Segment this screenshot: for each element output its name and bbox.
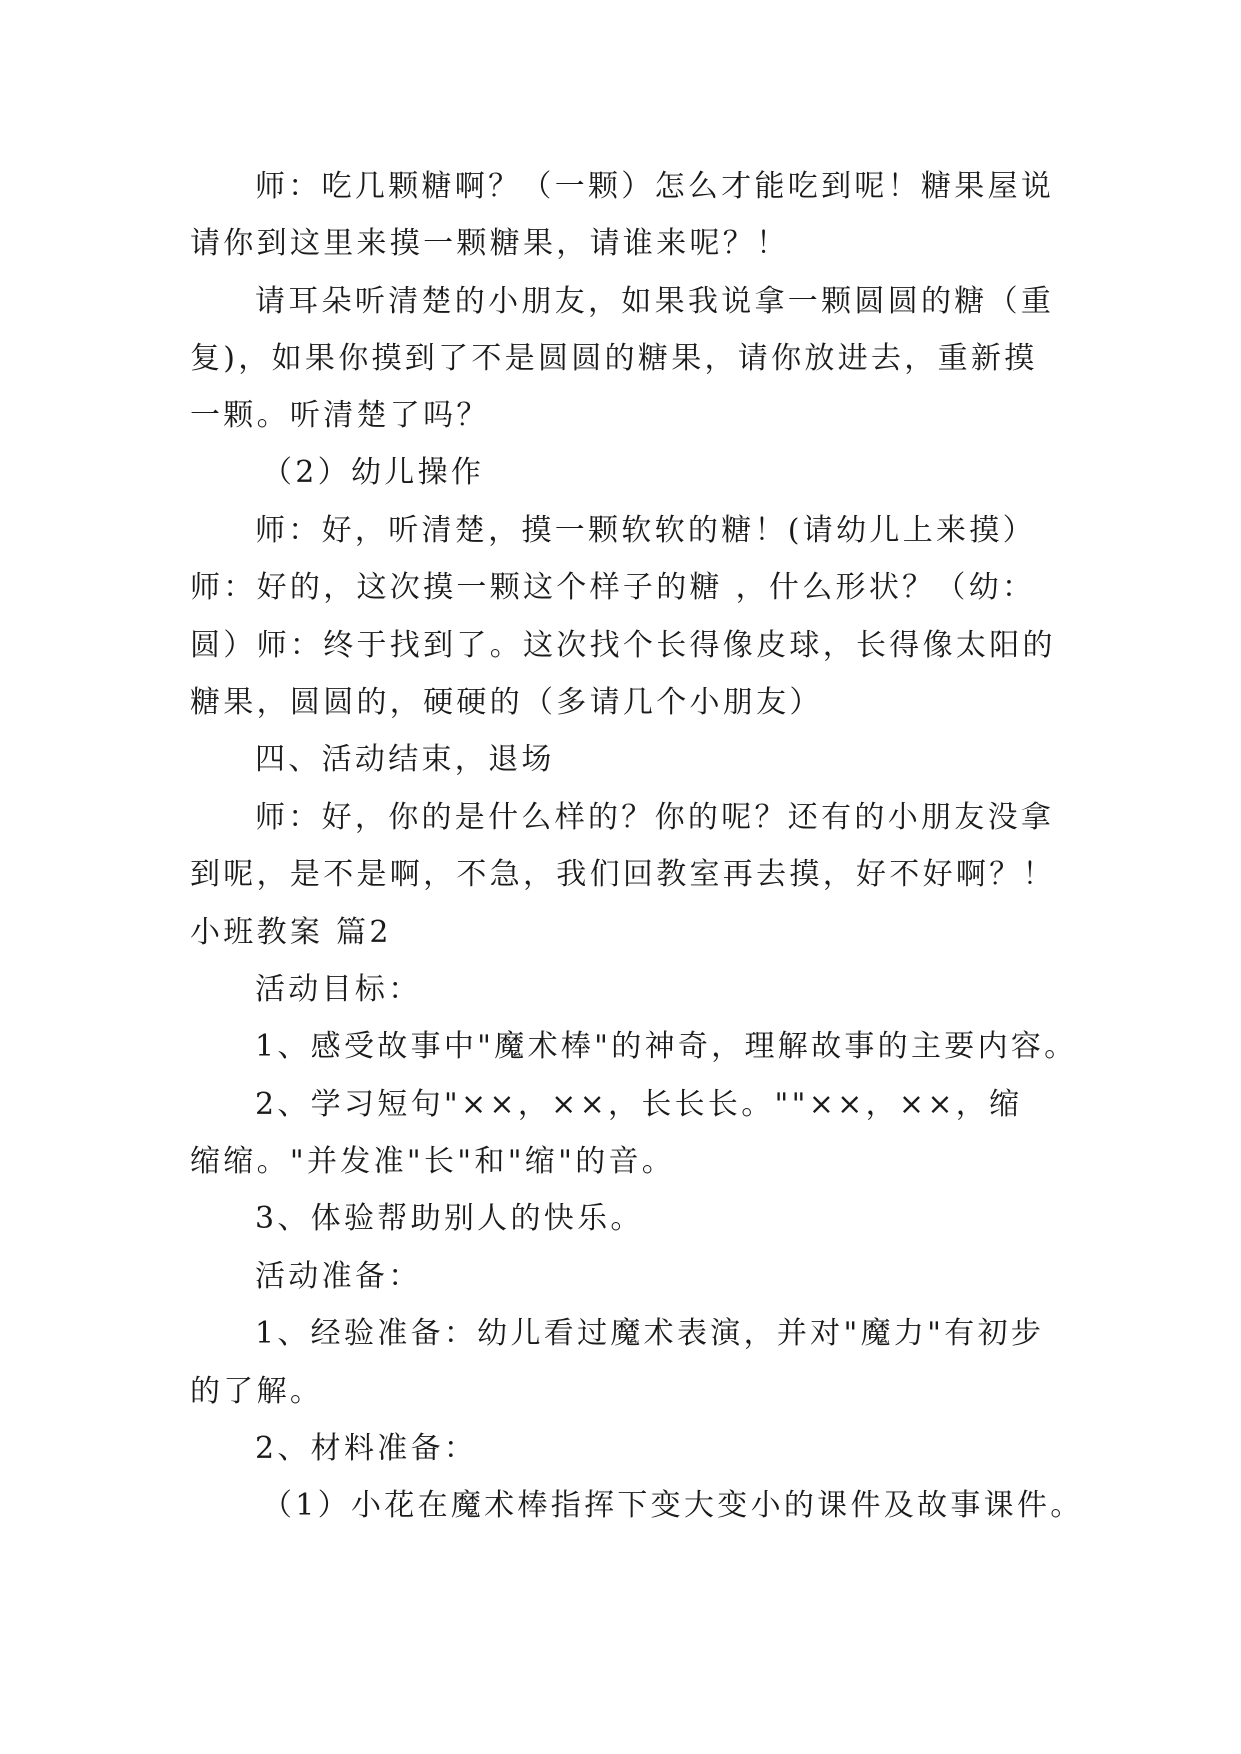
paragraph-line: 师：好，你的是什么样的？你的呢？还有的小朋友没拿	[255, 800, 1055, 835]
paragraph-line: 师：吃几颗糖啊？（一颗）怎么才能吃到呢！糖果屋说	[255, 169, 1055, 204]
section-heading: 小班教案 篇2	[190, 915, 392, 950]
paragraph-line: 2、学习短句"××，××，长长长。""××，××，缩	[255, 1087, 1023, 1122]
paragraph-line: 四、活动结束，退场	[255, 742, 555, 777]
paragraph-line: 师：好，听清楚，摸一颗软软的糖！(请幼儿上来摸）	[255, 513, 1036, 548]
paragraph-line: 请你到这里来摸一颗糖果，请谁来呢？！	[190, 226, 790, 261]
paragraph-line: 的了解。	[190, 1374, 324, 1409]
paragraph-line: （2）幼儿操作	[262, 455, 485, 490]
paragraph-line: （1）小花在魔术棒指挥下变大变小的课件及故事课件。	[262, 1488, 1084, 1523]
paragraph-line: 3、体验帮助别人的快乐。	[255, 1201, 644, 1236]
paragraph-line: 活动准备：	[255, 1259, 422, 1294]
paragraph-line: 到呢，是不是啊，不急，我们回教室再去摸，好不好啊？！	[190, 857, 1056, 892]
paragraph-line: 师：好的，这次摸一颗这个样子的糖 ，什么形状？（幼：	[190, 570, 1036, 605]
paragraph-line: 复)，如果你摸到了不是圆圆的糖果，请你放进去，重新摸	[190, 341, 1038, 376]
paragraph-line: 活动目标：	[255, 972, 422, 1007]
paragraph-line: 圆）师：终于找到了。这次找个长得像皮球，长得像太阳的	[190, 628, 1056, 663]
paragraph-line: 缩缩。"并发准"长"和"缩"的音。	[190, 1144, 676, 1179]
paragraph-line: 1、感受故事中"魔术棒"的神奇，理解故事的主要内容。	[255, 1029, 1078, 1064]
paragraph-line: 一颗。听清楚了吗？	[190, 398, 490, 433]
paragraph-line: 糖果，圆圆的，硬硬的（多请几个小朋友）	[190, 685, 823, 720]
paragraph-line: 1、经验准备：幼儿看过魔术表演，并对"魔力"有初步	[255, 1316, 1045, 1351]
paragraph-line: 2、材料准备：	[255, 1431, 478, 1466]
paragraph-line: 请耳朵听清楚的小朋友，如果我说拿一颗圆圆的糖（重	[255, 284, 1055, 319]
